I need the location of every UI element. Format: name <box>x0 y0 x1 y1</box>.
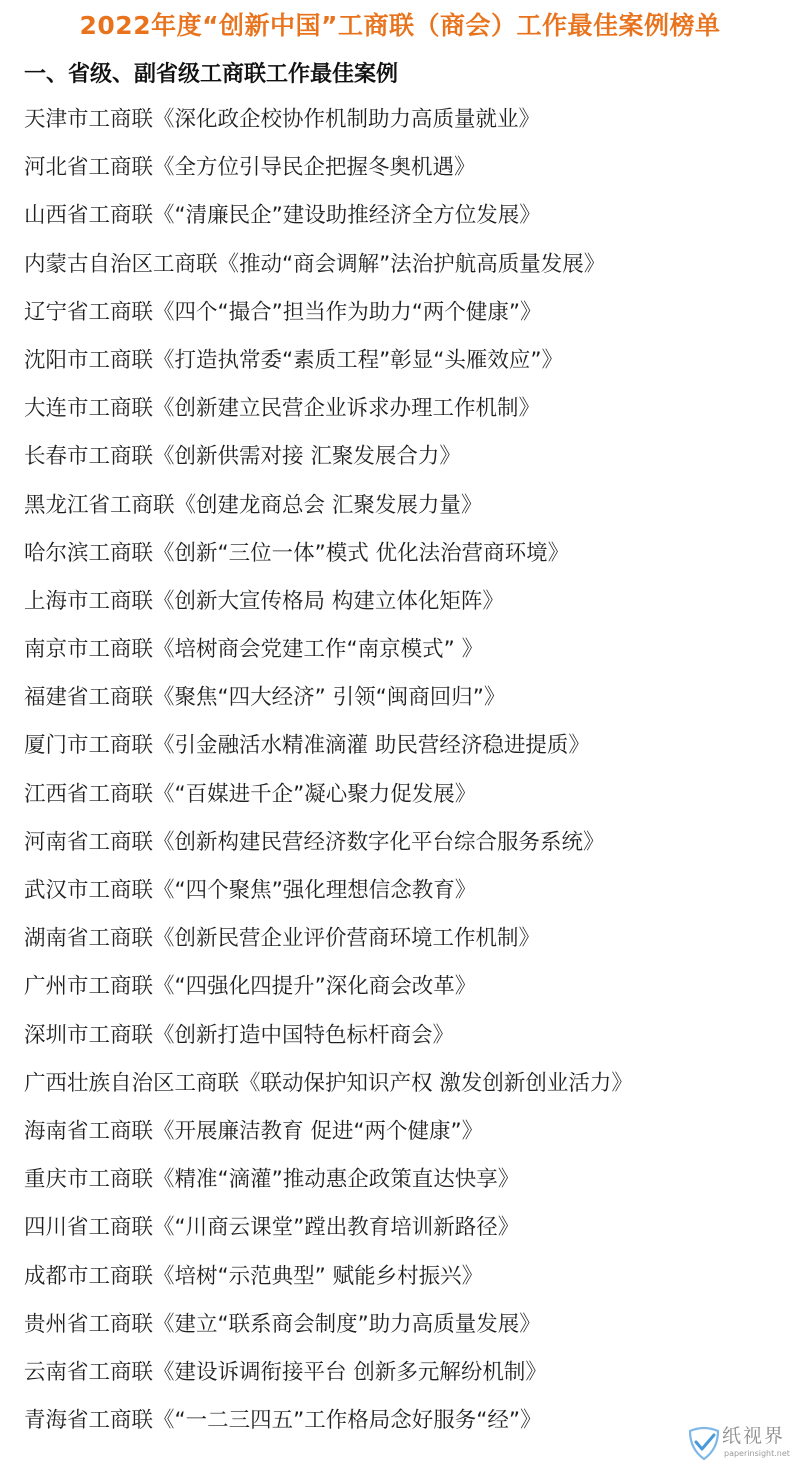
list-item: 厦门市工商联《引金融活水精准滴灌 助民营经济稳进提质》 <box>24 733 590 759</box>
list-item: 内蒙古自治区工商联《推动“商会调解”法治护航高质量发展》 <box>24 251 606 277</box>
section-heading: 一、省级、副省级工商联工作最佳案例 <box>24 62 399 87</box>
list-item: 长春市工商联《创新供需对接 汇聚发展合力》 <box>24 444 461 470</box>
list-item: 武汉市工商联《“四个聚焦”强化理想信念教育》 <box>24 878 477 903</box>
checkmark-shield-icon <box>684 1423 724 1463</box>
watermark-text: 纸视界 <box>722 1425 786 1447</box>
list-item: 湖南省工商联《创新民营企业评价营商环境工作机制》 <box>24 926 541 952</box>
list-item: 河南省工商联《创新构建民营经济数字化平台综合服务系统》 <box>24 829 605 855</box>
list-item: 四川省工商联《“川商云课堂”蹚出教育培训新路径》 <box>24 1215 520 1241</box>
watermark-url: paperinsight.net <box>724 1449 790 1458</box>
list-item: 青海省工商联《“一二三四五”工作格局念好服务“经”》 <box>24 1408 542 1434</box>
case-list <box>24 96 784 1445</box>
list-item: 深圳市工商联《创新打造中国特色标杆商会》 <box>24 1022 455 1048</box>
list-item: 河北省工商联《全方位引导民企把握冬奥机遇》 <box>24 155 476 181</box>
list-item: 山西省工商联《“清廉民企”建设助推经济全方位发展》 <box>24 203 541 229</box>
watermark <box>684 1419 794 1465</box>
list-item: 哈尔滨工商联《创新“三位一体”模式 优化法治营商环境》 <box>24 540 570 566</box>
list-item: 沈阳市工商联《打造执常委“素质工程”彰显“头雁效应”》 <box>24 347 564 373</box>
list-item: 成都市工商联《培树“示范典型” 赋能乡村振兴》 <box>24 1263 484 1289</box>
list-item: 南京市工商联《培树商会党建工作“南京模式” 》 <box>24 637 484 663</box>
list-item: 海南省工商联《开展廉洁教育 促进“两个健康”》 <box>24 1118 484 1144</box>
list-item: 重庆市工商联《精准“滴灌”推动惠企政策直达快享》 <box>24 1167 520 1193</box>
list-item: 广州市工商联《“四强化四提升”深化商会改革》 <box>24 974 477 1000</box>
list-item: 辽宁省工商联《四个“撮合”担当作为助力“两个健康”》 <box>24 299 542 325</box>
page-title: 2022年度“创新中国”工商联（商会）工作最佳案例榜单 <box>79 11 721 40</box>
list-item: 广西壮族自治区工商联《联动保护知识产权 激发创新创业活力》 <box>24 1070 633 1096</box>
list-item: 贵州省工商联《建立“联系商会制度”助力高质量发展》 <box>24 1311 541 1337</box>
list-item: 大连市工商联《创新建立民营企业诉求办理工作机制》 <box>24 396 541 422</box>
list-item: 福建省工商联《聚焦“四大经济” 引领“闽商回归”》 <box>24 685 506 711</box>
list-item: 江西省工商联《“百媒进千企”凝心聚力促发展》 <box>24 781 477 807</box>
list-item: 上海市工商联《创新大宣传格局 构建立体化矩阵》 <box>24 588 504 614</box>
list-item: 黑龙江省工商联《创建龙商总会 汇聚发展力量》 <box>24 492 483 518</box>
list-item: 天津市工商联《深化政企校协作机制助力高质量就业》 <box>24 107 541 132</box>
list-item: 云南省工商联《建设诉调衔接平台 创新多元解纷机制》 <box>24 1359 547 1385</box>
